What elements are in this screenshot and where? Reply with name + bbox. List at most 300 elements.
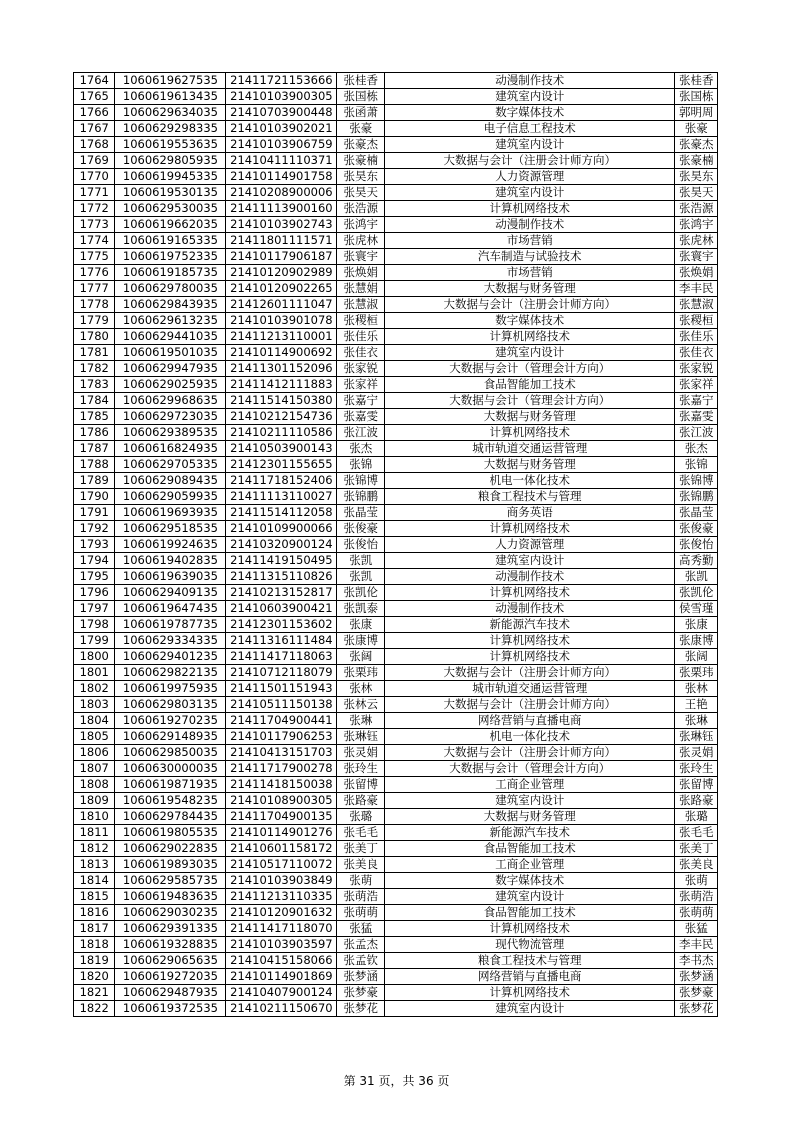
exam-number-cell: 1060619483635 (115, 889, 226, 905)
name-cell: 张昊东 (337, 169, 385, 185)
signature-cell: 张佳乐 (675, 329, 718, 345)
seq-cell: 1793 (74, 537, 115, 553)
major-cell: 人力资源管理 (385, 537, 675, 553)
seq-cell: 1813 (74, 857, 115, 873)
name-cell: 张康博 (337, 633, 385, 649)
name-cell: 张晶莹 (337, 505, 385, 521)
student-number-cell: 21410120902265 (226, 281, 337, 297)
exam-number-cell: 1060619553635 (115, 137, 226, 153)
student-number-cell: 21410120902989 (226, 265, 337, 281)
student-number-cell: 21410114901276 (226, 825, 337, 841)
table-row (74, 153, 718, 169)
major-cell: 建筑室内设计 (385, 137, 675, 153)
name-cell: 张锦博 (337, 473, 385, 489)
student-number-cell: 21410703900448 (226, 105, 337, 121)
exam-number-cell: 1060619893035 (115, 857, 226, 873)
name-cell: 张慧淑 (337, 297, 385, 313)
exam-number-cell: 1060619548235 (115, 793, 226, 809)
name-cell: 张佳衣 (337, 345, 385, 361)
student-number-cell: 21411417118070 (226, 921, 337, 937)
seq-cell: 1799 (74, 633, 115, 649)
seq-cell: 1785 (74, 409, 115, 425)
seq-cell: 1773 (74, 217, 115, 233)
signature-cell: 张昊天 (675, 185, 718, 201)
table-row (74, 569, 718, 585)
major-cell: 食品智能加工技术 (385, 377, 675, 393)
table-row (74, 745, 718, 761)
table-row (74, 105, 718, 121)
seq-cell: 1779 (74, 313, 115, 329)
major-cell: 计算机网络技术 (385, 201, 675, 217)
name-cell: 张浩源 (337, 201, 385, 217)
seq-cell: 1821 (74, 985, 115, 1001)
signature-cell: 张琳 (675, 713, 718, 729)
table-row (74, 441, 718, 457)
name-cell: 张家祥 (337, 377, 385, 393)
major-cell: 动漫制作技术 (385, 217, 675, 233)
student-number-cell: 21410407900124 (226, 985, 337, 1001)
seq-cell: 1807 (74, 761, 115, 777)
name-cell: 张稷桓 (337, 313, 385, 329)
exam-number-cell: 1060629968635 (115, 393, 226, 409)
name-cell: 张虎林 (337, 233, 385, 249)
major-cell: 建筑室内设计 (385, 185, 675, 201)
exam-number-cell: 1060616824935 (115, 441, 226, 457)
table-row (74, 793, 718, 809)
major-cell: 建筑室内设计 (385, 89, 675, 105)
table-row (74, 1001, 718, 1017)
student-number-cell: 21411717900278 (226, 761, 337, 777)
seq-cell: 1810 (74, 809, 115, 825)
major-cell: 大数据与财务管理 (385, 281, 675, 297)
major-cell: 市场营销 (385, 265, 675, 281)
exam-number-cell: 1060619402835 (115, 553, 226, 569)
table-row (74, 121, 718, 137)
major-cell: 数字媒体技术 (385, 313, 675, 329)
student-number-cell: 21410103903849 (226, 873, 337, 889)
seq-cell: 1806 (74, 745, 115, 761)
name-cell: 张梦豪 (337, 985, 385, 1001)
signature-cell: 张佳衣 (675, 345, 718, 361)
major-cell: 商务英语 (385, 505, 675, 521)
signature-cell: 王艳 (675, 697, 718, 713)
major-cell: 机电一体化技术 (385, 473, 675, 489)
page-footer: 第 31 页，共 36 页 (343, 1074, 450, 1088)
table-row (74, 697, 718, 713)
major-cell: 粮食工程技术与管理 (385, 953, 675, 969)
exam-number-cell: 1060619530135 (115, 185, 226, 201)
exam-number-cell: 1060629850035 (115, 745, 226, 761)
name-cell: 张萌浩 (337, 889, 385, 905)
student-number-cell: 21410108900305 (226, 793, 337, 809)
seq-cell: 1789 (74, 473, 115, 489)
student-number-cell: 21411316111484 (226, 633, 337, 649)
name-cell: 张梦花 (337, 1001, 385, 1017)
table-row (74, 265, 718, 281)
exam-number-cell: 1060619165335 (115, 233, 226, 249)
signature-cell: 张慧淑 (675, 297, 718, 313)
seq-cell: 1796 (74, 585, 115, 601)
seq-cell: 1791 (74, 505, 115, 521)
student-number-cell: 21410211110586 (226, 425, 337, 441)
name-cell: 张栗玮 (337, 665, 385, 681)
signature-cell: 张留博 (675, 777, 718, 793)
seq-cell: 1822 (74, 1001, 115, 1017)
signature-cell: 张梦涵 (675, 969, 718, 985)
seq-cell: 1805 (74, 729, 115, 745)
signature-cell: 张凯 (675, 569, 718, 585)
student-number-cell: 21410120901632 (226, 905, 337, 921)
seq-cell: 1802 (74, 681, 115, 697)
exam-number-cell: 1060629441035 (115, 329, 226, 345)
major-cell: 计算机网络技术 (385, 921, 675, 937)
exam-number-cell: 1060619924635 (115, 537, 226, 553)
table-row (74, 409, 718, 425)
exam-number-cell: 1060629822135 (115, 665, 226, 681)
major-cell: 计算机网络技术 (385, 521, 675, 537)
exam-number-cell: 1060619639035 (115, 569, 226, 585)
name-cell: 张家锐 (337, 361, 385, 377)
major-cell: 计算机网络技术 (385, 329, 675, 345)
table-row (74, 761, 718, 777)
seq-cell: 1804 (74, 713, 115, 729)
table-row (74, 633, 718, 649)
table-row (74, 985, 718, 1001)
exam-number-cell: 1060629530035 (115, 201, 226, 217)
table-row (74, 841, 718, 857)
table-row (74, 489, 718, 505)
seq-cell: 1814 (74, 873, 115, 889)
name-cell: 张慧娟 (337, 281, 385, 297)
name-cell: 张萌 (337, 873, 385, 889)
major-cell: 大数据与会计（管理会计方向） (385, 761, 675, 777)
table-row (74, 377, 718, 393)
signature-cell: 张桂香 (675, 73, 718, 89)
exam-number-cell: 1060619871935 (115, 777, 226, 793)
seq-cell: 1775 (74, 249, 115, 265)
signature-cell: 张俊豪 (675, 521, 718, 537)
exam-number-cell: 1060629780035 (115, 281, 226, 297)
major-cell: 机电一体化技术 (385, 729, 675, 745)
name-cell: 张康 (337, 617, 385, 633)
major-cell: 数字媒体技术 (385, 873, 675, 889)
seq-cell: 1812 (74, 841, 115, 857)
student-number-cell: 21410601158172 (226, 841, 337, 857)
signature-cell: 张美丁 (675, 841, 718, 857)
exam-number-cell: 1060619328835 (115, 937, 226, 953)
exam-number-cell: 1060629401235 (115, 649, 226, 665)
signature-cell: 张萌浩 (675, 889, 718, 905)
signature-cell: 张灵娟 (675, 745, 718, 761)
student-number-cell: 21411419150495 (226, 553, 337, 569)
signature-cell: 张毛毛 (675, 825, 718, 841)
major-cell: 人力资源管理 (385, 169, 675, 185)
major-cell: 大数据与会计（注册会计师方向） (385, 665, 675, 681)
student-number-cell: 21410712118079 (226, 665, 337, 681)
exam-number-cell: 1060629334335 (115, 633, 226, 649)
table-row (74, 553, 718, 569)
signature-cell: 张鸿宇 (675, 217, 718, 233)
major-cell: 建筑室内设计 (385, 793, 675, 809)
exam-number-cell: 1060629843935 (115, 297, 226, 313)
major-cell: 建筑室内设计 (385, 889, 675, 905)
student-number-cell: 21411801111571 (226, 233, 337, 249)
student-roster-table (73, 72, 718, 1017)
signature-cell: 张虎林 (675, 233, 718, 249)
name-cell: 张杰 (337, 441, 385, 457)
seq-cell: 1817 (74, 921, 115, 937)
exam-number-cell: 1060619787735 (115, 617, 226, 633)
name-cell: 张寰宇 (337, 249, 385, 265)
name-cell: 张美丁 (337, 841, 385, 857)
signature-cell: 张璐 (675, 809, 718, 825)
name-cell: 张琳钰 (337, 729, 385, 745)
name-cell: 张玲生 (337, 761, 385, 777)
seq-cell: 1790 (74, 489, 115, 505)
name-cell: 张国栋 (337, 89, 385, 105)
exam-number-cell: 1060629298335 (115, 121, 226, 137)
seq-cell: 1809 (74, 793, 115, 809)
table-row (74, 361, 718, 377)
exam-number-cell: 1060629391335 (115, 921, 226, 937)
major-cell: 计算机网络技术 (385, 585, 675, 601)
student-number-cell: 21410211150670 (226, 1001, 337, 1017)
table-row (74, 393, 718, 409)
signature-cell: 张家锐 (675, 361, 718, 377)
signature-cell: 张寰宇 (675, 249, 718, 265)
exam-number-cell: 1060619945335 (115, 169, 226, 185)
name-cell: 张凯泰 (337, 601, 385, 617)
seq-cell: 1782 (74, 361, 115, 377)
table-row (74, 969, 718, 985)
name-cell: 张豪杰 (337, 137, 385, 153)
table-row (74, 905, 718, 921)
major-cell: 粮食工程技术与管理 (385, 489, 675, 505)
major-cell: 城市轨道交通运营管理 (385, 681, 675, 697)
seq-cell: 1797 (74, 601, 115, 617)
exam-number-cell: 1060619693935 (115, 505, 226, 521)
exam-number-cell: 1060619627535 (115, 73, 226, 89)
exam-number-cell: 1060619185735 (115, 265, 226, 281)
table-row (74, 809, 718, 825)
student-number-cell: 21410114901869 (226, 969, 337, 985)
signature-cell: 张康博 (675, 633, 718, 649)
name-cell: 张灵娟 (337, 745, 385, 761)
signature-cell: 张浩源 (675, 201, 718, 217)
table-row (74, 217, 718, 233)
seq-cell: 1772 (74, 201, 115, 217)
exam-number-cell: 1060629409135 (115, 585, 226, 601)
table-row (74, 505, 718, 521)
name-cell: 张孟钦 (337, 953, 385, 969)
name-cell: 张函萧 (337, 105, 385, 121)
name-cell: 张美良 (337, 857, 385, 873)
table-row (74, 777, 718, 793)
table-row (74, 921, 718, 937)
name-cell: 张江波 (337, 425, 385, 441)
major-cell: 食品智能加工技术 (385, 905, 675, 921)
exam-number-cell: 1060629089435 (115, 473, 226, 489)
major-cell: 大数据与财务管理 (385, 457, 675, 473)
major-cell: 工商企业管理 (385, 857, 675, 873)
exam-number-cell: 1060629030235 (115, 905, 226, 921)
table-row (74, 665, 718, 681)
student-number-cell: 21411501151943 (226, 681, 337, 697)
major-cell: 大数据与会计（管理会计方向） (385, 393, 675, 409)
student-number-cell: 21412301153602 (226, 617, 337, 633)
name-cell: 张林 (337, 681, 385, 697)
exam-number-cell: 1060629723035 (115, 409, 226, 425)
student-number-cell: 21410114901758 (226, 169, 337, 185)
seq-cell: 1767 (74, 121, 115, 137)
student-number-cell: 21410103906759 (226, 137, 337, 153)
major-cell: 网络营销与直播电商 (385, 713, 675, 729)
table-row (74, 473, 718, 489)
signature-cell: 张康 (675, 617, 718, 633)
roster-rows (74, 73, 718, 1017)
student-number-cell: 21411721153666 (226, 73, 337, 89)
major-cell: 动漫制作技术 (385, 73, 675, 89)
signature-cell: 张稷桓 (675, 313, 718, 329)
table-row (74, 681, 718, 697)
signature-cell: 张俊怡 (675, 537, 718, 553)
major-cell: 新能源汽车技术 (385, 617, 675, 633)
table-row (74, 825, 718, 841)
signature-cell: 张栗玮 (675, 665, 718, 681)
exam-number-cell: 1060630000035 (115, 761, 226, 777)
major-cell: 计算机网络技术 (385, 425, 675, 441)
table-row (74, 73, 718, 89)
signature-cell: 张锦 (675, 457, 718, 473)
signature-cell: 张梦豪 (675, 985, 718, 1001)
name-cell: 张璐 (337, 809, 385, 825)
name-cell: 张凯 (337, 553, 385, 569)
table-row (74, 137, 718, 153)
table-row (74, 889, 718, 905)
exam-number-cell: 1060629613235 (115, 313, 226, 329)
signature-cell: 张琳钰 (675, 729, 718, 745)
student-number-cell: 21410213152817 (226, 585, 337, 601)
student-number-cell: 21410114900692 (226, 345, 337, 361)
table-row (74, 313, 718, 329)
student-number-cell: 21411113110027 (226, 489, 337, 505)
name-cell: 张焕娟 (337, 265, 385, 281)
major-cell: 动漫制作技术 (385, 569, 675, 585)
seq-cell: 1820 (74, 969, 115, 985)
seq-cell: 1776 (74, 265, 115, 281)
exam-number-cell: 1060619613435 (115, 89, 226, 105)
table-row (74, 457, 718, 473)
student-number-cell: 21411514112058 (226, 505, 337, 521)
signature-cell: 张萌 (675, 873, 718, 889)
exam-number-cell: 1060629025935 (115, 377, 226, 393)
signature-cell: 张阔 (675, 649, 718, 665)
student-number-cell: 21410103902021 (226, 121, 337, 137)
name-cell: 张留博 (337, 777, 385, 793)
table-row (74, 953, 718, 969)
major-cell: 市场营销 (385, 233, 675, 249)
name-cell: 张俊豪 (337, 521, 385, 537)
table-row (74, 233, 718, 249)
name-cell: 张锦鹏 (337, 489, 385, 505)
exam-number-cell: 1060629022835 (115, 841, 226, 857)
exam-number-cell: 1060629784435 (115, 809, 226, 825)
exam-number-cell: 1060629487935 (115, 985, 226, 1001)
student-number-cell: 21410117906253 (226, 729, 337, 745)
exam-number-cell: 1060629585735 (115, 873, 226, 889)
name-cell: 张俊怡 (337, 537, 385, 553)
name-cell: 张嘉宁 (337, 393, 385, 409)
student-number-cell: 21412601111047 (226, 297, 337, 313)
major-cell: 建筑室内设计 (385, 345, 675, 361)
seq-cell: 1800 (74, 649, 115, 665)
student-number-cell: 21410103902743 (226, 217, 337, 233)
signature-cell: 张猛 (675, 921, 718, 937)
name-cell: 张凯 (337, 569, 385, 585)
signature-cell: 高秀勤 (675, 553, 718, 569)
student-number-cell: 21411213110335 (226, 889, 337, 905)
signature-cell: 张家祥 (675, 377, 718, 393)
student-number-cell: 21411113900160 (226, 201, 337, 217)
exam-number-cell: 1060629065635 (115, 953, 226, 969)
student-number-cell: 21410411110371 (226, 153, 337, 169)
student-number-cell: 21411412111883 (226, 377, 337, 393)
signature-cell: 李书杰 (675, 953, 718, 969)
table-row (74, 713, 718, 729)
seq-cell: 1770 (74, 169, 115, 185)
seq-cell: 1766 (74, 105, 115, 121)
exam-number-cell: 1060619752335 (115, 249, 226, 265)
student-number-cell: 21411704900441 (226, 713, 337, 729)
signature-cell: 张路豪 (675, 793, 718, 809)
name-cell: 张阔 (337, 649, 385, 665)
exam-number-cell: 1060619372535 (115, 1001, 226, 1017)
major-cell: 网络营销与直播电商 (385, 969, 675, 985)
signature-cell: 张梦花 (675, 1001, 718, 1017)
table-row (74, 537, 718, 553)
exam-number-cell: 1060629947935 (115, 361, 226, 377)
seq-cell: 1803 (74, 697, 115, 713)
table-row (74, 89, 718, 105)
seq-cell: 1778 (74, 297, 115, 313)
seq-cell: 1783 (74, 377, 115, 393)
seq-cell: 1798 (74, 617, 115, 633)
name-cell: 张猛 (337, 921, 385, 937)
name-cell: 张林云 (337, 697, 385, 713)
table-row (74, 249, 718, 265)
table-row (74, 729, 718, 745)
name-cell: 张路豪 (337, 793, 385, 809)
table-row (74, 425, 718, 441)
exam-number-cell: 1060629389535 (115, 425, 226, 441)
table-row (74, 521, 718, 537)
student-number-cell: 21411213110001 (226, 329, 337, 345)
major-cell: 建筑室内设计 (385, 553, 675, 569)
name-cell: 张凯伦 (337, 585, 385, 601)
name-cell: 张豪 (337, 121, 385, 137)
name-cell: 张昊天 (337, 185, 385, 201)
table-row (74, 329, 718, 345)
table-row (74, 937, 718, 953)
signature-cell: 张豪杰 (675, 137, 718, 153)
table-row (74, 345, 718, 361)
major-cell: 计算机网络技术 (385, 633, 675, 649)
major-cell: 工商企业管理 (385, 777, 675, 793)
seq-cell: 1786 (74, 425, 115, 441)
seq-cell: 1792 (74, 521, 115, 537)
exam-number-cell: 1060629059935 (115, 489, 226, 505)
major-cell: 建筑室内设计 (385, 1001, 675, 1017)
